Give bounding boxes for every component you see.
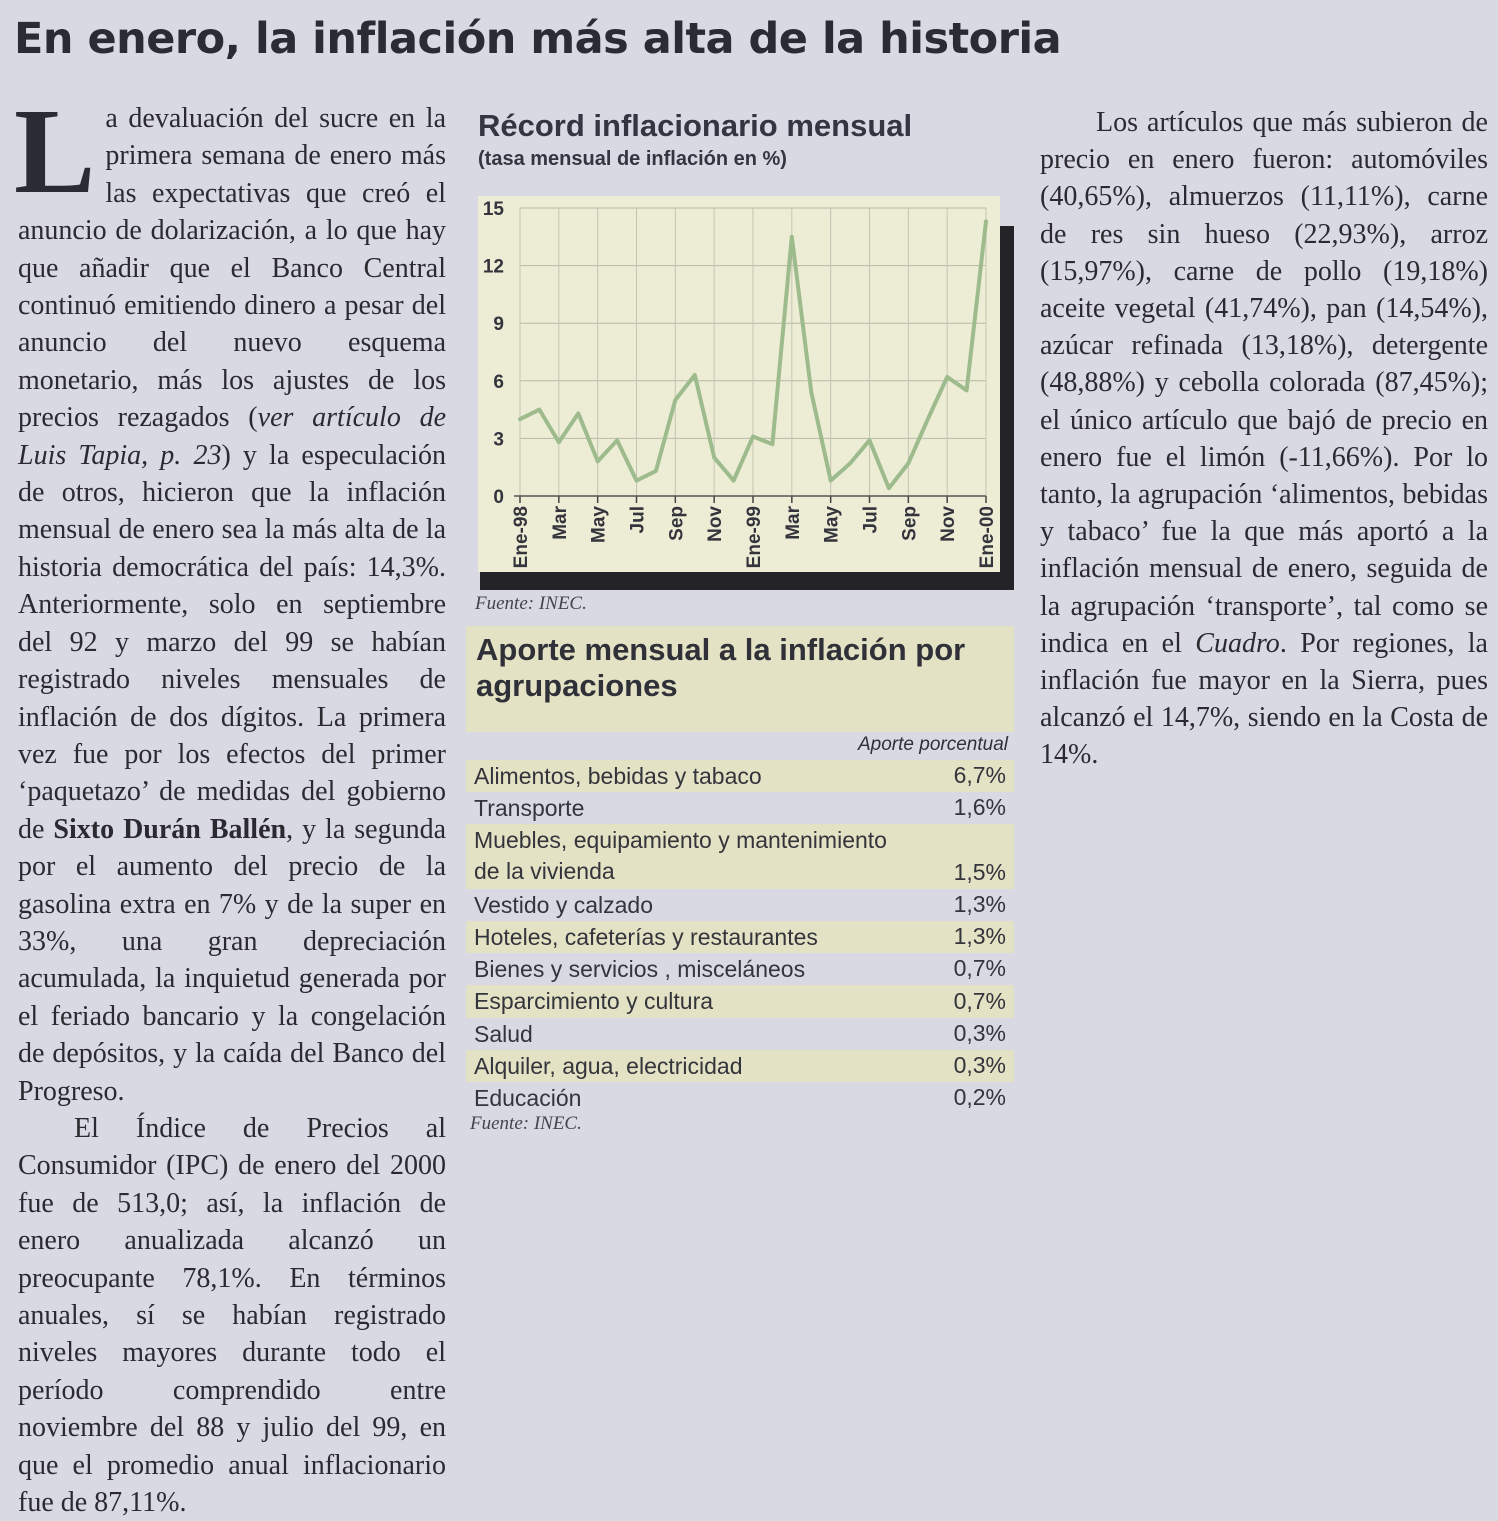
row-value: 0,7% [953, 987, 1006, 1014]
article-paragraph-3 [1040, 104, 1488, 774]
article-paragraph-1 [14, 84, 446, 1110]
table-column-header: Aporte porcentual [858, 734, 1008, 755]
row-value: 1,3% [953, 890, 1006, 917]
x-tick-label: May [821, 506, 843, 543]
x-tick-label: Mar [782, 506, 804, 540]
row-label: Bienes y servicios , misceláneos [474, 956, 806, 983]
chart-subtitle: (tasa mensual de inflación en %) [478, 148, 787, 170]
headline: En enero, la inflación más alta de la historia [14, 14, 1062, 64]
table-row [466, 792, 1014, 824]
table-reference: Cuadro [1195, 627, 1280, 659]
table-body [466, 760, 1014, 1114]
article-reference: ver artículo de Luis Tapia, p. 23 [18, 402, 446, 471]
table-row [466, 1018, 1014, 1050]
chart-title: Récord inflacionario mensual [478, 108, 913, 143]
text-run: Los artículos que más subieron de precio en enero fueron: automóviles (40,65%), almuerzos (11,11%), carne de res sin hueso (22,93%), arroz (15,97%), carne de pollo (19,18%) aceite vegetal (41,74%), pan (14,54%), azúcar refinada (13,18%), detergente (48,88%) y cebolla colorada (87,45%); el único artículo que bajó de precio en enero fue el limón (-11,66%). Por lo tanto, la agrupación ‘alimentos, bebidas y tabaco’ fue la que más aportó a la inflación mensual de enero, seguida de la agrupación ‘transporte’, tal como se indica en el [1040, 107, 1488, 659]
row-label: Transporte [474, 795, 585, 822]
x-tick-label: Mar [549, 506, 571, 540]
x-tick-label: Sep [899, 506, 921, 541]
x-tick-label: Ene-98 [511, 506, 532, 569]
x-tick-label: Jul [627, 506, 649, 534]
y-tick-label: 3 [493, 429, 504, 451]
x-tick-label: Nov [705, 506, 727, 542]
chart-source: Fuente: INEC. [475, 593, 587, 614]
article-paragraph-2: El Índice de Precios al Consumidor (IPC) de enero del 2000 fue de 513,0; así, la inflación de enero anualizada alcanzó un preocupante 78,1%. En términos anuales, sí se habían registrado niveles mayores durante todo el período comprendido entre noviembre del 88 y julio del 99, en que el promedio anual inflacionario fue de 87,11%. [18, 1112, 446, 1519]
row-value: 6,7% [953, 762, 1006, 789]
table-row [466, 889, 1014, 921]
y-tick-label: 9 [493, 314, 504, 336]
row-value: 1,3% [953, 923, 1006, 950]
table-title: Aporte mensual a la inflación por agrupaciones [476, 632, 966, 703]
table-row [466, 824, 1014, 888]
row-value: 0,3% [953, 1051, 1006, 1078]
row-label: Vestido y calzado [474, 891, 654, 918]
row-label: Salud [474, 1020, 533, 1047]
y-tick-label: 15 [482, 199, 504, 220]
row-value: 0,7% [953, 955, 1006, 982]
y-tick-label: 6 [493, 371, 504, 393]
row-value: 0,2% [953, 1084, 1006, 1111]
row-label: Alquiler, agua, electricidad [474, 1052, 743, 1079]
article-column-left [14, 84, 446, 1521]
row-label: Esparcimiento y cultura [474, 988, 714, 1015]
dropcap: L [14, 84, 96, 219]
table-row [466, 1082, 1014, 1114]
row-label: Muebles, equipamiento y mantenimiento de la vivienda [474, 827, 887, 885]
table-header-row [466, 732, 1014, 760]
inflation-line-chart [470, 188, 1015, 590]
text-run: a devaluación del sucre en la primera semana de enero más las expectativas que creó el anuncio de dolarización, a lo que hay que añadir que el Banco Central continuó emitiendo dinero a pesar del anuncio del nuevo esquema monetario, más los ajustes de los precios rezagados ( [18, 103, 446, 434]
person-name: Sixto Durán Ballén [53, 813, 287, 845]
table-row [466, 921, 1014, 953]
text-run: , y la segunda por el aumento del precio de la gasolina extra en 7% y de la super en 33%, una gran depreciación acumulada, la inquietud generada por el feriado bancario y la congelación de depósitos, y la caída del Banco del Progreso. [18, 813, 446, 1107]
article-column-right [1040, 104, 1488, 774]
x-tick-label: May [588, 506, 610, 543]
x-tick-label: Nov [938, 506, 960, 542]
row-value: 1,5% [953, 858, 1006, 885]
table-row [466, 985, 1014, 1017]
x-tick-label: Sep [666, 506, 688, 541]
row-label: Hoteles, cafeterías y restaurantes [474, 923, 818, 950]
row-value: 0,3% [953, 1019, 1006, 1046]
text-run: . Por regiones, la inflación fue mayor en la Sierra, pues alcanzó el 14,7%, siendo en la Costa de 14%. [1040, 627, 1488, 771]
table-row [466, 760, 1014, 792]
y-tick-label: 0 [493, 487, 504, 508]
chart-shadow-bottom [480, 572, 1014, 590]
chart-panel [470, 188, 1015, 590]
contribution-table [466, 626, 1014, 1110]
table-source: Fuente: INEC. [470, 1113, 582, 1134]
table-row [466, 953, 1014, 985]
x-tick-label: Ene-99 [744, 506, 765, 569]
x-tick-label: Jul [860, 506, 882, 534]
row-label: Educación [474, 1084, 582, 1111]
x-tick-label: Ene-00 [977, 506, 998, 569]
y-tick-label: 12 [482, 256, 504, 278]
table-row [466, 1050, 1014, 1082]
text-run: ) y la especulación de otros, hicieron que la inflación mensual de enero sea la más alta de la historia democrática del país: 14,3%. Anteriormente, solo en septiembre del 92 y marzo del 99 se habían registrado niveles mensuales de inflación de dos dígitos. La primera vez fue por los efectos del primer ‘paquetazo’ de medidas del gobierno de [18, 439, 446, 845]
row-label: Alimentos, bebidas y tabaco [474, 763, 762, 789]
row-value: 1,6% [953, 794, 1006, 821]
